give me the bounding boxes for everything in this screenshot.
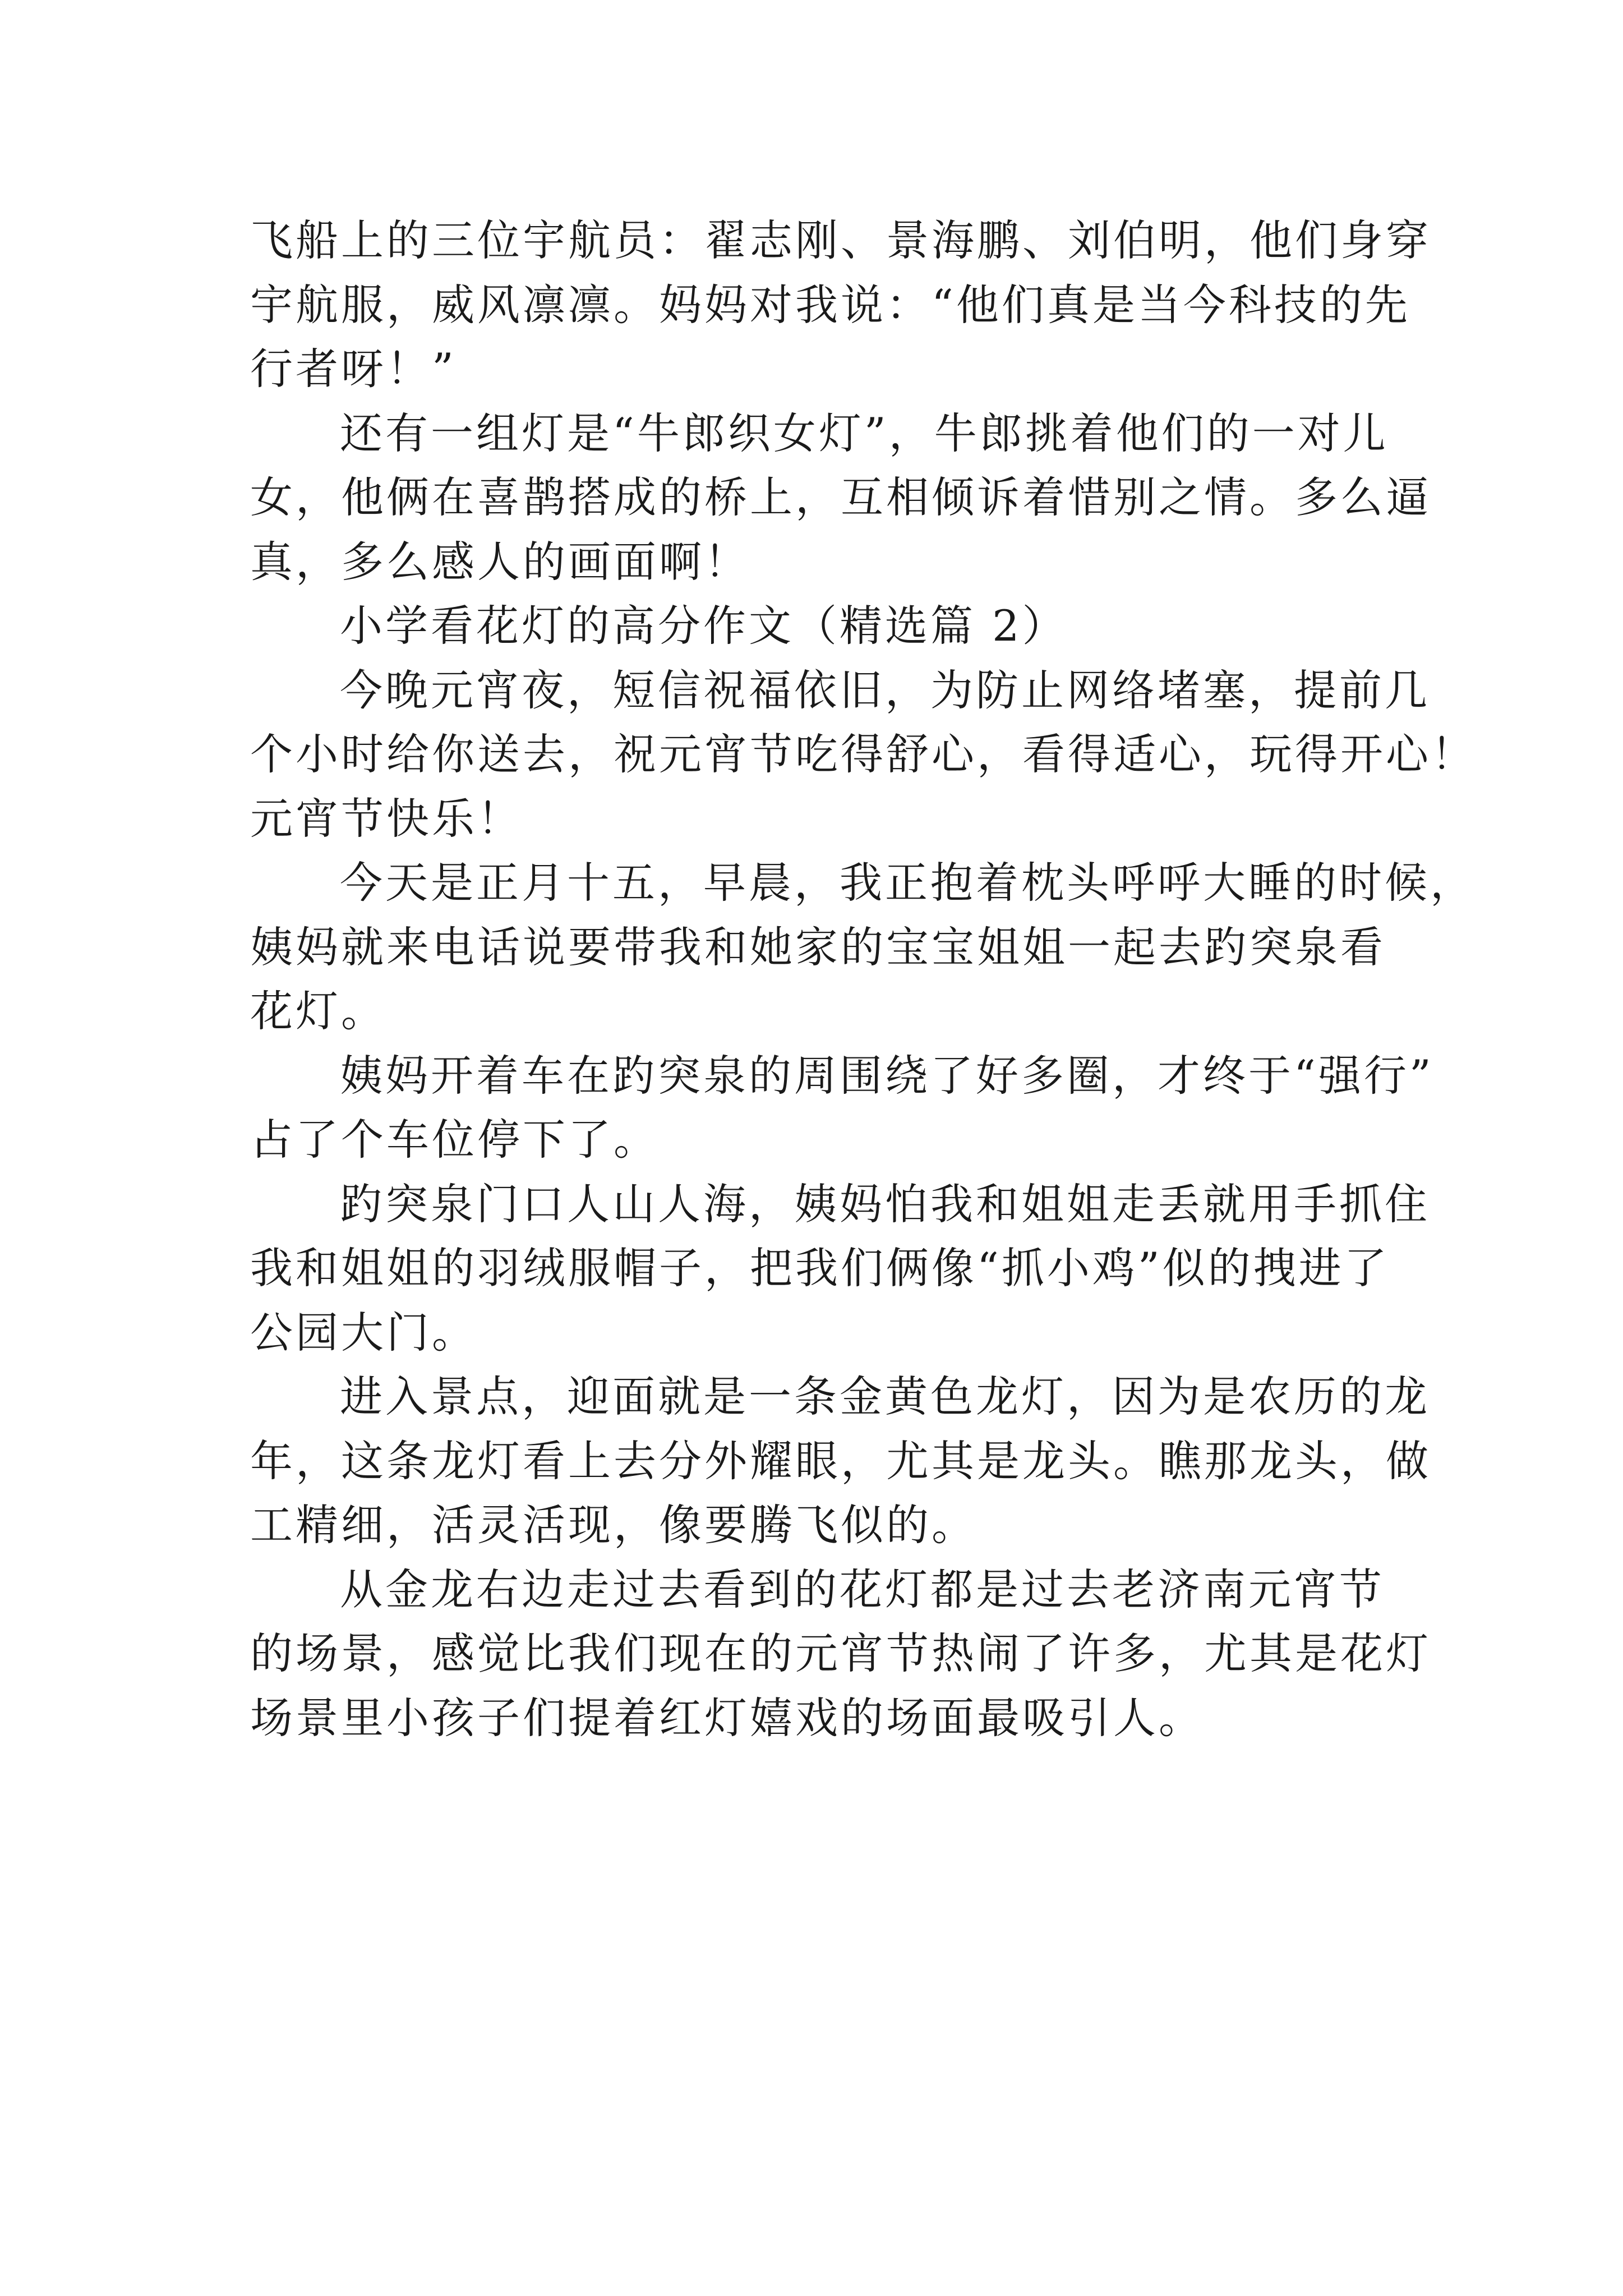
text-line: 趵突泉门口人山人海，姨妈怕我和姐姐走丢就用手抓住 bbox=[340, 1179, 1430, 1229]
text-line: 我和姐姐的羽绒服帽子，把我们俩像“抓小鸡”似的拽进了 bbox=[250, 1243, 1390, 1293]
text-line: 宇航服，威风凛凛。妈妈对我说：“他们真是当今科技的先 bbox=[250, 279, 1410, 330]
text-line: 年，这条龙灯看上去分外耀眼，尤其是龙头。瞧那龙头，做 bbox=[250, 1435, 1431, 1486]
text-line: 的场景，感觉比我们现在的元宵节热闹了许多，尤其是花灯 bbox=[250, 1628, 1431, 1678]
text-line: 女，他俩在喜鹊搭成的桥上，互相倾诉着惜别之情。多么逼 bbox=[250, 472, 1431, 522]
text-line: 飞船上的三位宇航员：翟志刚、景海鹏、刘伯明，他们身穿 bbox=[250, 215, 1431, 265]
text-line: 公园大门。 bbox=[250, 1307, 477, 1358]
text-line: 从金龙右边走过去看到的花灯都是过去老济南元宵节 bbox=[340, 1564, 1385, 1614]
text-line: 姨妈就来电话说要带我和她家的宝宝姐姐一起去趵突泉看 bbox=[250, 922, 1386, 972]
text-line: 场景里小孩子们提着红灯嬉戏的场面最吸引人。 bbox=[250, 1692, 1204, 1743]
text-line: 进入景点，迎面就是一条金黄色龙灯，因为是农历的龙 bbox=[340, 1372, 1430, 1421]
text-line: 今天是正月十五，早晨，我正抱着枕头呼呼大睡的时候， bbox=[340, 858, 1476, 908]
text-line: 行者呀！” bbox=[250, 344, 457, 394]
text-line: 姨妈开着车在趵突泉的周围绕了好多圈，才终于“强行” bbox=[340, 1050, 1434, 1101]
text-line: 还有一组灯是“牛郎织女灯”，牛郎挑着他们的一对儿 bbox=[340, 408, 1389, 458]
text-line: 元宵节快乐！ bbox=[250, 793, 523, 844]
text-line: 工精细，活灵活现，像要腾飞似的。 bbox=[250, 1500, 977, 1550]
text-line: 今晚元宵夜，短信祝福依旧，为防止网络堵塞，提前几 bbox=[340, 665, 1430, 715]
document-body bbox=[250, 209, 1477, 1750]
section-heading: 小学看花灯的高分作文（精选篇 2） bbox=[340, 601, 1068, 651]
text-line: 占了个车位停下了。 bbox=[250, 1115, 659, 1165]
text-line: 真，多么感人的画面啊！ bbox=[250, 536, 750, 587]
text-line: 个小时给你送去，祝元宵节吃得舒心，看得适心，玩得开心！ bbox=[250, 729, 1477, 779]
text-line: 花灯。 bbox=[250, 986, 386, 1036]
